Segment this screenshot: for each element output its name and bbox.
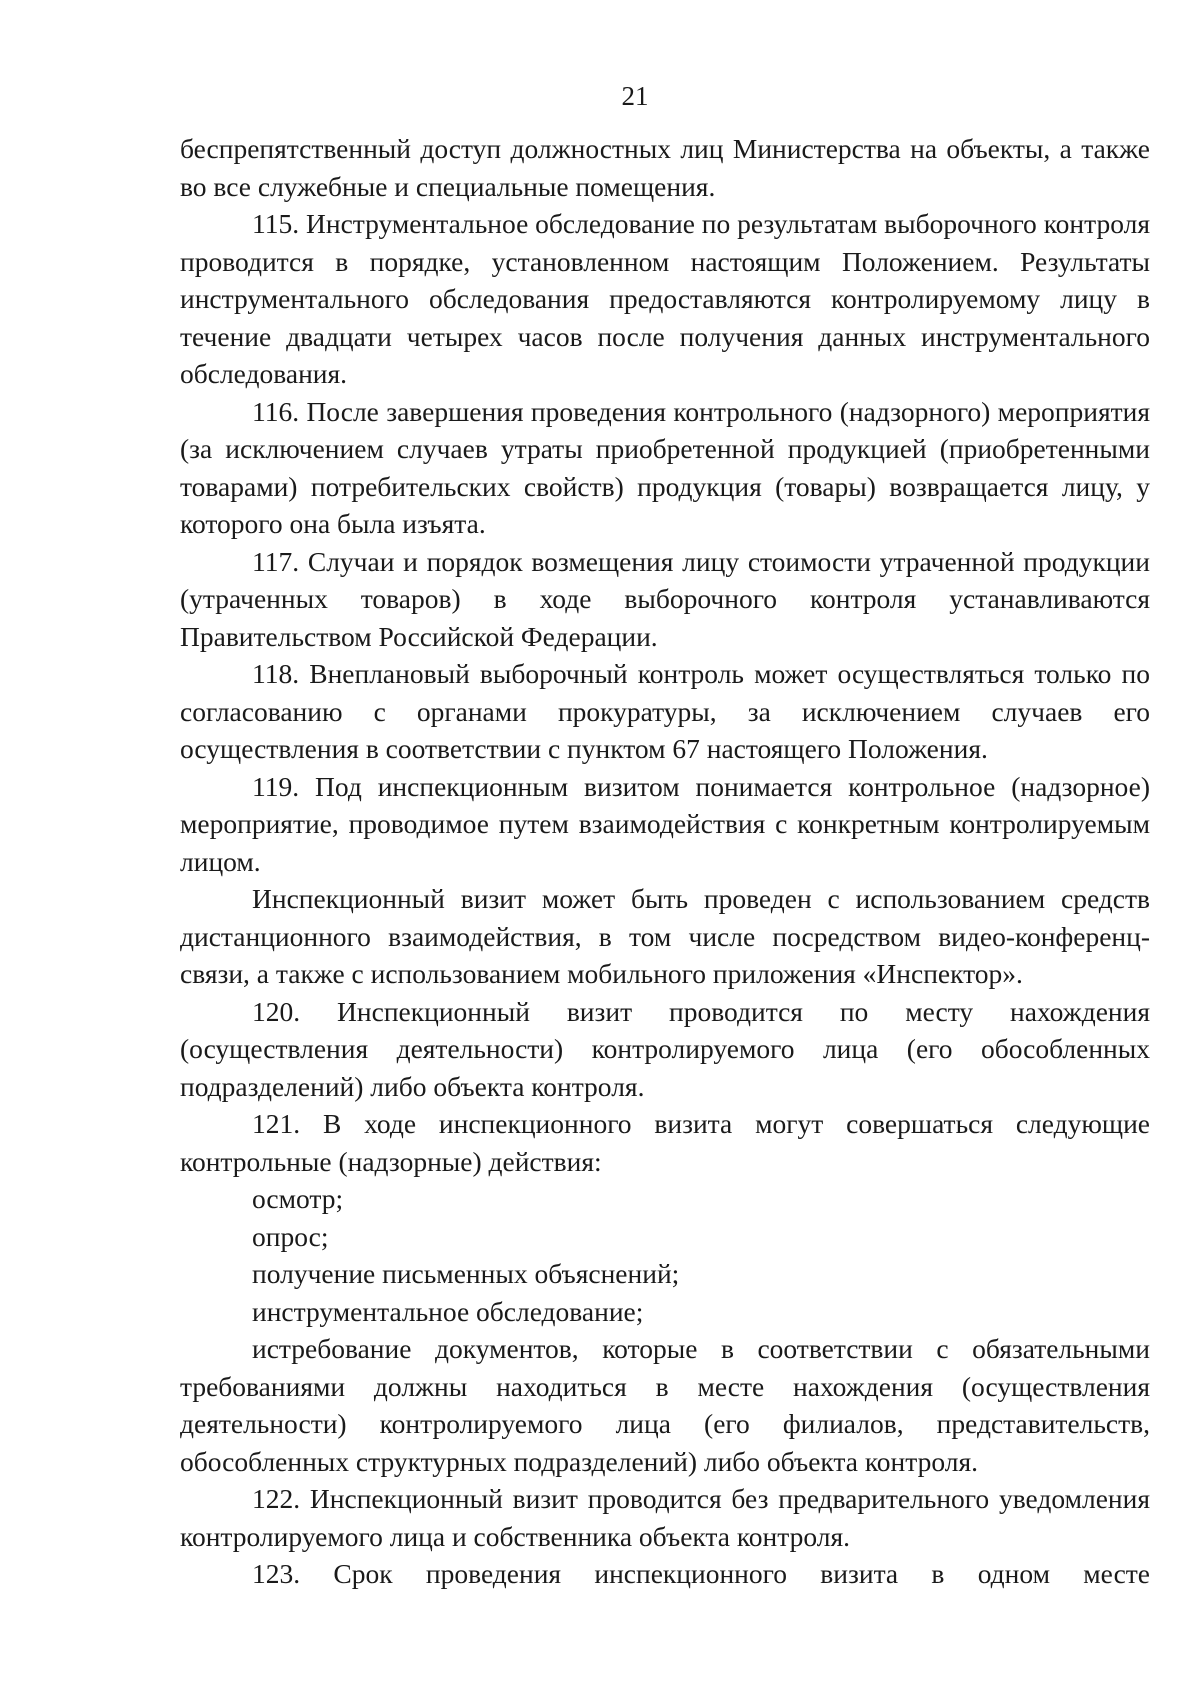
paragraph-119: 119. Под инспекционным визитом понимается контрольное (надзорное) мероприятие, проводимое путем взаимодействия с конкретным контролируемым лицом.	[180, 770, 1150, 877]
paragraph-116: 116. После завершения проведения контрольного (надзорного) мероприятия (за исключением случаев утраты приобретенной продукцией (приобретенными товарами) потребительских свойств) продукция (товары) возвращается лицу, у которого она была изъята.	[180, 395, 1150, 539]
list-item-survey: опрос;	[252, 1220, 329, 1252]
paragraph-122: 122. Инспекционный визит проводится без предварительного уведомления контролируемого лица и собственника объекта контроля.	[180, 1483, 1150, 1552]
paragraph-121: 121. В ходе инспекционного визита могут совершаться следующие контрольные (надзорные) действия:	[180, 1108, 1150, 1177]
paragraph-123: 123. Срок проведения инспекционного визита в одном месте	[252, 1558, 1150, 1589]
list-item-instrumental: инструментальное обследование;	[252, 1295, 644, 1327]
page-number: 21	[621, 81, 649, 111]
list-item-inspection: осмотр;	[252, 1183, 344, 1214]
document-body	[180, 130, 1150, 1593]
paragraph-119-remote: Инспекционный визит может быть проведен с использованием средств дистанционного взаимодействия, в том числе посредством видео-конференц-связи, а также с использованием мобильного приложения «Инспектор».	[180, 883, 1150, 989]
paragraph-120: 120. Инспекционный визит проводится по месту нахождения (осуществления деятельности) контролируемого лица (его обособленных подразделений) либо объекта контроля.	[180, 995, 1150, 1102]
paragraph-117: 117. Случаи и порядок возмещения лицу стоимости утраченной продукции (утраченных товаров) в ходе выборочного контроля устанавливаются Правительством Российской Федерации.	[180, 545, 1150, 652]
list-item-explanations: получение письменных объяснений;	[252, 1258, 680, 1289]
list-item-documents: истребование документов, которые в соответствии с обязательными требованиями должны находиться в месте нахождения (осуществления деятельности) контролируемого лица (его филиалов, представительств, обособленных структурных подразделений) либо объекта контроля.	[180, 1333, 1150, 1477]
paragraph-115: 115. Инструментальное обследование по результатам выборочного контроля проводится в порядке, установленном настоящим Положением. Результаты инструментального обследования предоставляются контролируемому лицу в течение двадцати четырех часов после получения данных инструментального обследования.	[180, 208, 1150, 389]
paragraph-118: 118. Внеплановый выборочный контроль может осуществляться только по согласованию с органами прокуратуры, за исключением случаев его осуществления в соответствии с пунктом 67 настоящего Положения.	[180, 658, 1150, 764]
paragraph-continuation: беспрепятственный доступ должностных лиц Министерства на объекты, а также во все служебные и специальные помещения.	[180, 133, 1150, 202]
